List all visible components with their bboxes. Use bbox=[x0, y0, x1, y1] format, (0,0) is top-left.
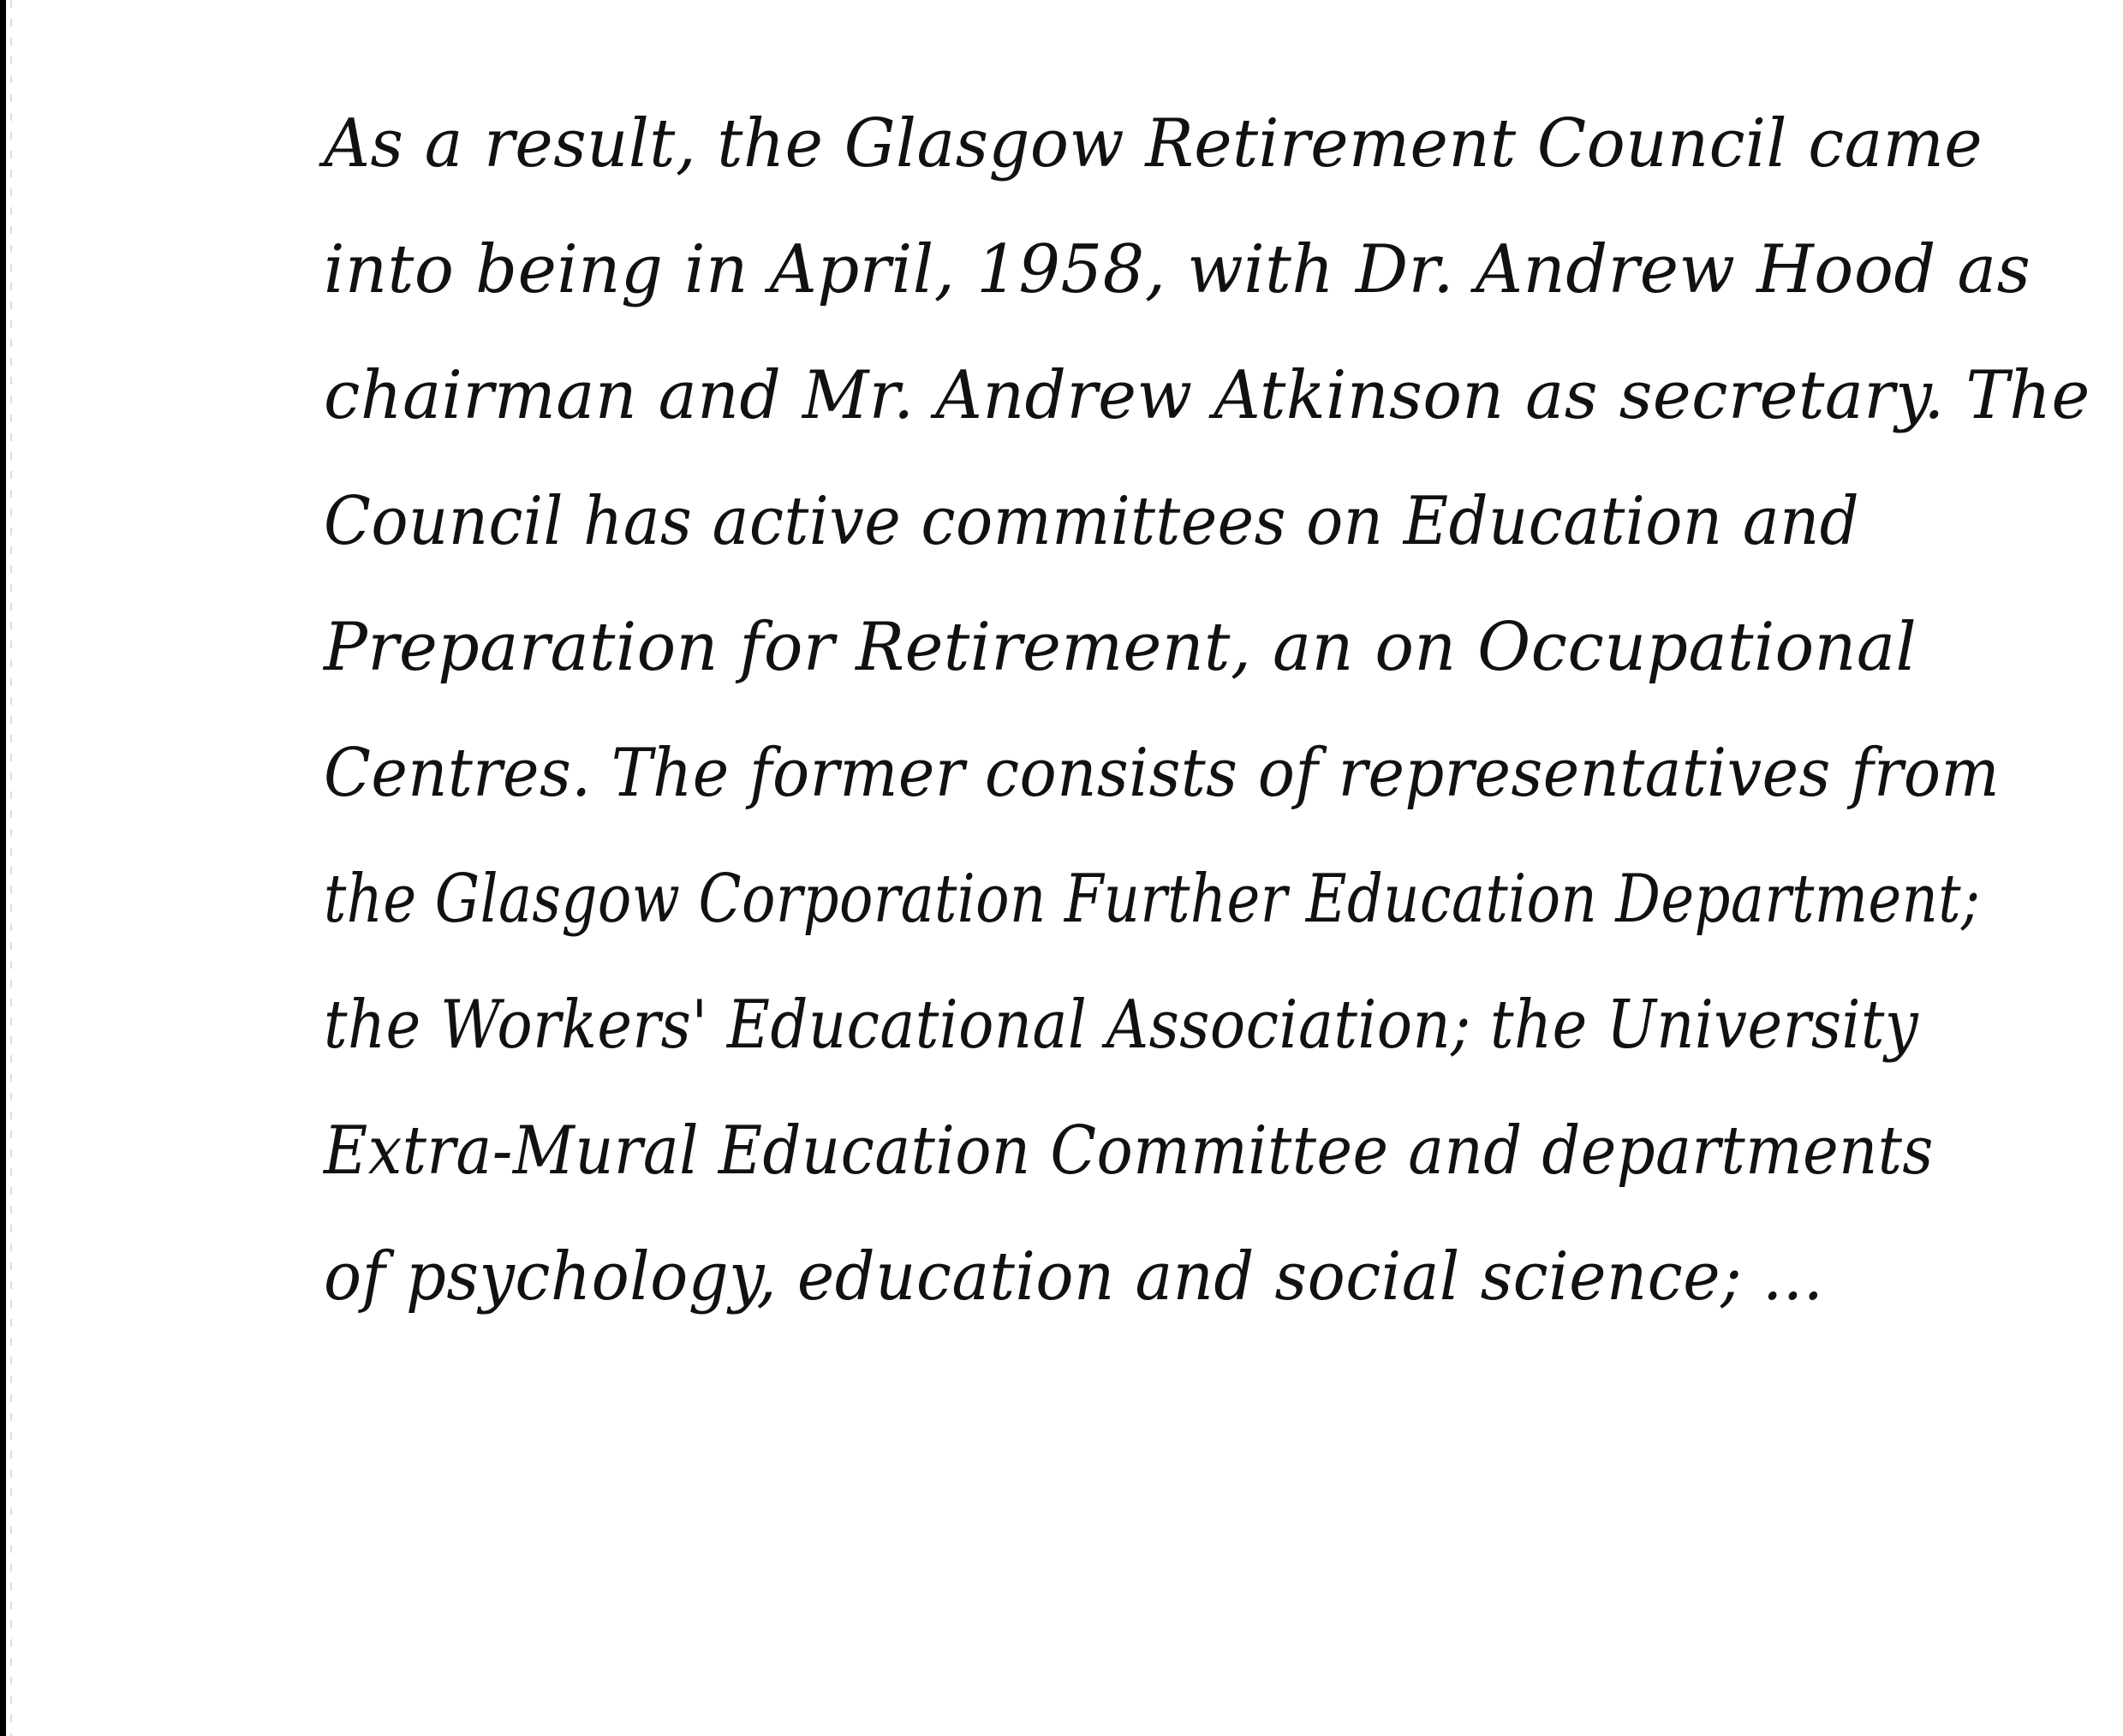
handwritten-text-block bbox=[324, 81, 2088, 1340]
scan-edge-noise bbox=[10, 0, 12, 1736]
text-line-6: Centres. The former consists of representatives from bbox=[324, 735, 2001, 812]
text-line-3: chairman and Mr. Andrew Atkinson as secretary. The bbox=[324, 357, 2090, 434]
text-line-9: Extra-Mural Education Committee and departments bbox=[324, 1113, 1934, 1190]
text-line-2: into being in April, 1958, with Dr. Andrew Hood as bbox=[324, 231, 2031, 308]
text-line-7: the Glasgow Corporation Further Education Department; bbox=[324, 861, 1981, 938]
text-line-4: Council has active committees on Education and bbox=[324, 483, 1860, 560]
text-line-1: As a result, the Glasgow Retirement Council came bbox=[324, 105, 1983, 182]
text-line-8: the Workers' Educational Association; the University bbox=[324, 987, 1919, 1064]
text-line-5: Preparation for Retirement, an on Occupational bbox=[324, 609, 1917, 686]
scan-edge-bar bbox=[0, 0, 6, 1736]
text-line-10: of psychology, education and social science; ... bbox=[324, 1238, 1824, 1315]
